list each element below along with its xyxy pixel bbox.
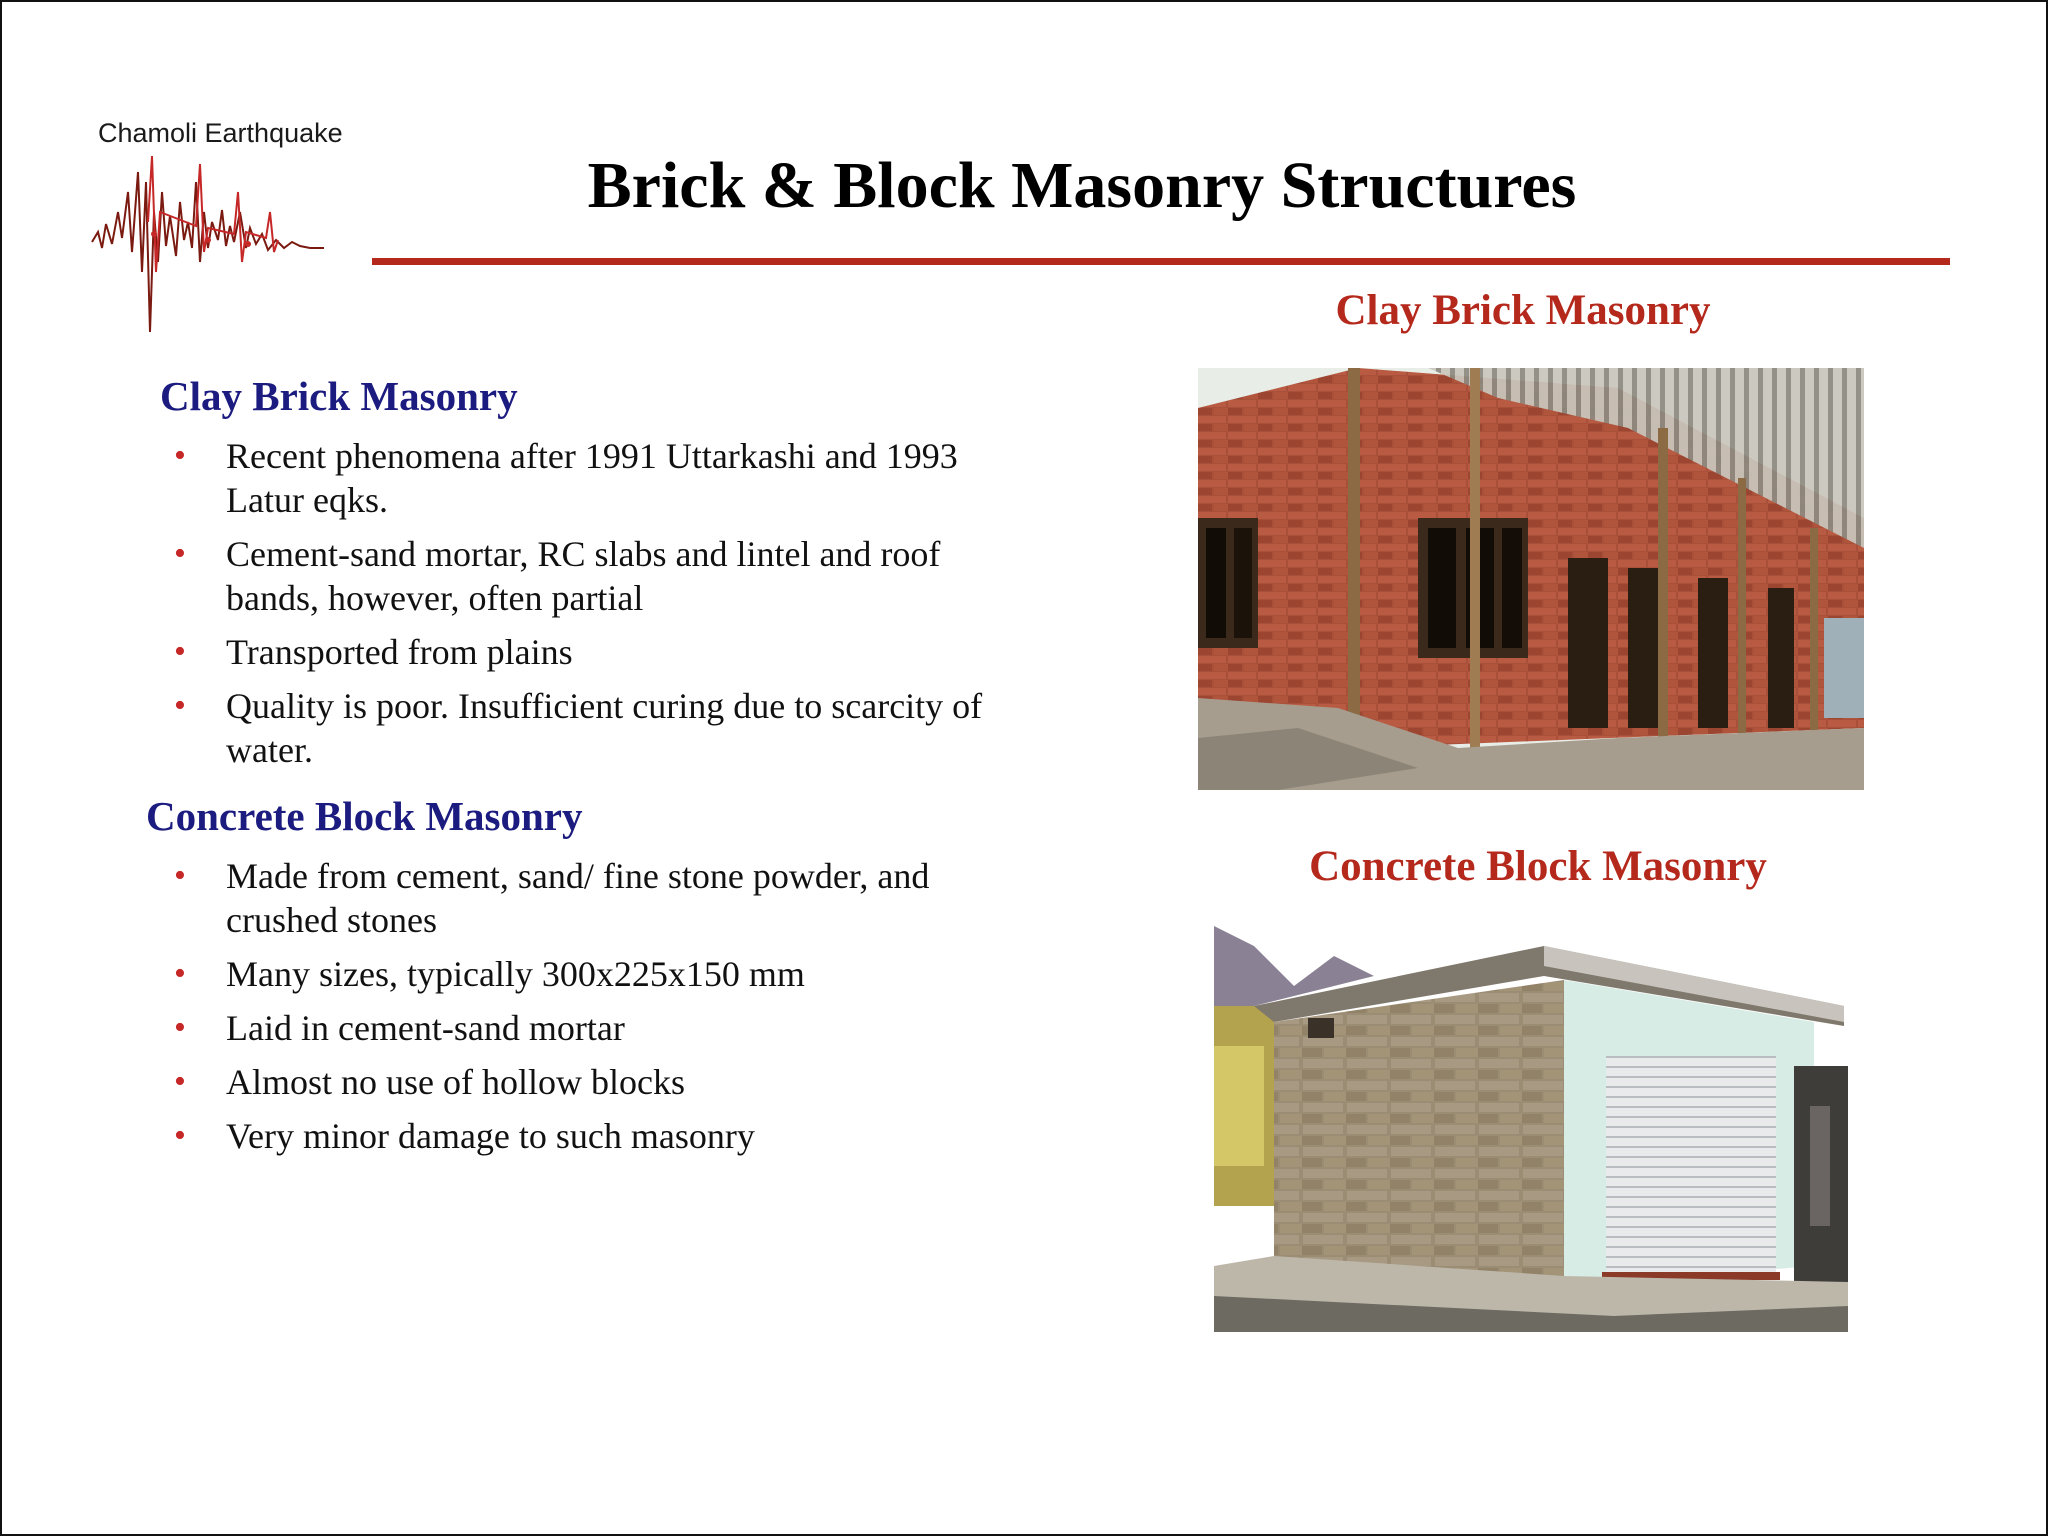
bullet-icon: • [174, 687, 186, 724]
section-heading-concrete-block: Concrete Block Masonry [146, 793, 583, 839]
concrete-block-image [1214, 926, 1848, 1332]
concrete-block-photo [1214, 926, 1848, 1332]
bullet-icon: • [174, 1009, 186, 1046]
seismograph-icon [88, 152, 328, 352]
bullet-icon: • [174, 857, 186, 894]
bullet-icon: • [174, 437, 186, 474]
bullet-item: • Recent phenomena after 1991 Uttarkashi and 1993 Latur eqks. [174, 436, 958, 520]
bullet-icon: • [174, 633, 186, 670]
slide-title: Brick & Block Masonry Structures [587, 149, 1577, 222]
concrete-block-bullet-list [172, 854, 1022, 1168]
bullet-item: • Very minor damage to such masonry [174, 1116, 755, 1156]
bullet-item: • Many sizes, typically 300x225x150 mm [174, 954, 805, 994]
bullet-item: • Transported from plains [174, 632, 573, 672]
photo-caption-clay-brick: Clay Brick Masonry [1335, 287, 1711, 334]
bullet-icon: • [174, 535, 186, 572]
title-divider [372, 258, 1950, 265]
photo-caption-concrete-block: Concrete Block Masonry [1309, 843, 1767, 890]
bullet-item: • Almost no use of hollow blocks [174, 1062, 685, 1102]
bullet-icon: • [174, 1063, 186, 1100]
bullet-item: • Laid in cement-sand mortar [174, 1008, 625, 1048]
clay-brick-bullet-list [172, 434, 1022, 782]
section-heading-clay-brick: Clay Brick Masonry [160, 373, 518, 419]
bullet-item: • Cement-sand mortar, RC slabs and lintel and roof bands, however, often partial [174, 534, 941, 618]
brick-house-photo [1198, 368, 1864, 790]
bullet-icon: • [174, 1117, 186, 1154]
bullet-icon: • [174, 955, 186, 992]
bullet-item: • Quality is poor. Insufficient curing due to scarcity of water. [174, 686, 983, 770]
brick-house-image [1198, 368, 1864, 790]
logo-caption: Chamoli Earthquake [98, 118, 343, 148]
bullet-item: • Made from cement, sand/ fine stone powder, and crushed stones [174, 856, 930, 940]
